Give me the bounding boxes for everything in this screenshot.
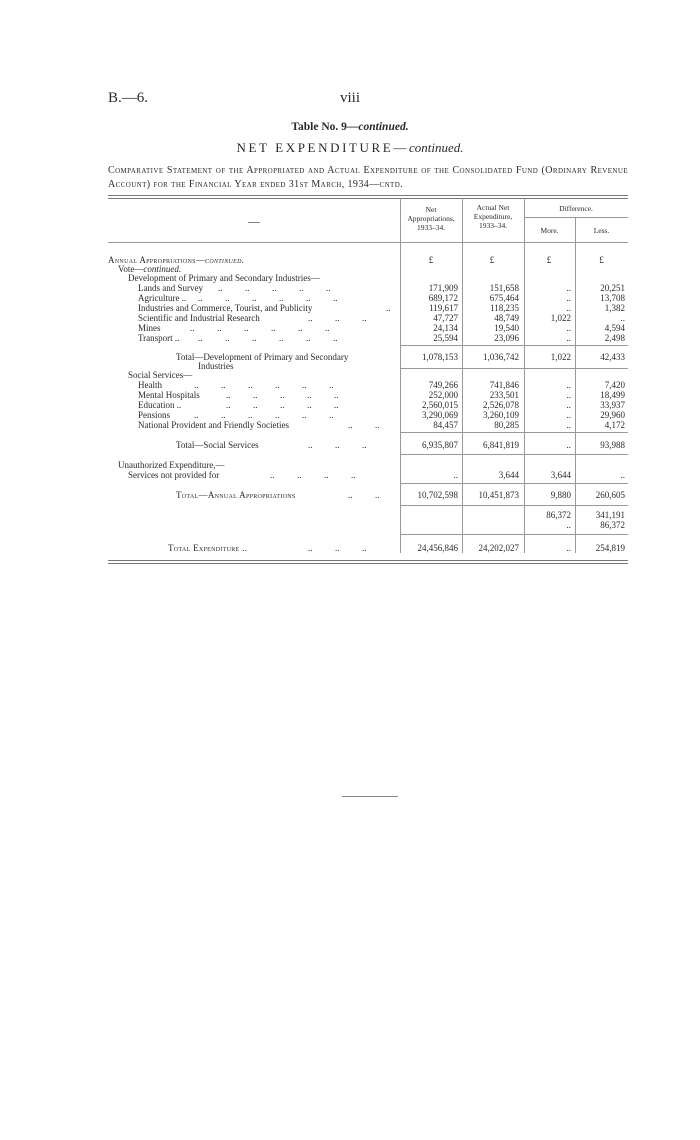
leader-dots: .. .. .. bbox=[308, 440, 367, 450]
cell-net: .. bbox=[453, 470, 458, 480]
cell-net: 24,134 bbox=[433, 323, 458, 333]
page-number: viii bbox=[339, 90, 360, 106]
table-row bbox=[0, 420, 700, 431]
cell-actual: 80,285 bbox=[494, 420, 519, 430]
cell-more: 9,880 bbox=[550, 490, 571, 500]
cell-more: .. bbox=[566, 410, 571, 420]
subtotal-rule bbox=[400, 368, 628, 369]
cell-less: .. bbox=[620, 470, 625, 480]
row-label: Transport .. bbox=[138, 333, 180, 343]
leader-dots: .. .. .. bbox=[308, 543, 367, 553]
top-rule-1 bbox=[108, 195, 628, 196]
cell-less: .. bbox=[620, 313, 625, 323]
cell-net: 10,702,598 bbox=[417, 490, 458, 500]
leader-dots: .. .. .. .. bbox=[270, 470, 356, 480]
row-label-text: Annual Appropriations— bbox=[108, 255, 206, 265]
leader-dots: .. .. bbox=[348, 420, 380, 430]
row-label: Mental Hospitals bbox=[138, 390, 200, 400]
row-label: Industries bbox=[198, 361, 234, 371]
cell-more: .. bbox=[566, 333, 571, 343]
label-column-dash: — bbox=[248, 214, 260, 228]
cell-less: 1,382 bbox=[604, 303, 625, 313]
leader-dots: .. .. .. bbox=[308, 313, 367, 323]
cell-less: 341,191 bbox=[595, 510, 625, 520]
bottom-rule-2 bbox=[108, 563, 628, 564]
cell-net: 6,935,807 bbox=[422, 440, 458, 450]
cell-actual: 151,658 bbox=[489, 283, 519, 293]
table-row bbox=[0, 333, 700, 344]
cell-more: .. bbox=[566, 440, 571, 450]
row-label-text: Vote— bbox=[118, 264, 144, 274]
row-label: Industries and Commerce, Tourist, and Publicity bbox=[138, 303, 313, 313]
cell-more: .. bbox=[566, 293, 571, 303]
row-label: National Provident and Friendly Societies bbox=[138, 420, 289, 430]
subtotal-rule bbox=[400, 432, 628, 433]
row-label: Lands and Survey bbox=[138, 283, 203, 293]
cell-less: 20,251 bbox=[600, 283, 625, 293]
subtotal-rule bbox=[400, 483, 628, 484]
header-more: More. bbox=[540, 226, 559, 235]
cell-net: 119,617 bbox=[429, 303, 458, 313]
cell-less: 86,372 bbox=[600, 520, 625, 530]
leader-dots: .. .. .. .. .. bbox=[226, 390, 339, 400]
table-row-total-annual bbox=[0, 490, 700, 501]
cell-more: .. bbox=[566, 543, 571, 553]
cell-net: 84,457 bbox=[433, 420, 458, 430]
row-label: Services not provided for bbox=[128, 470, 220, 480]
header-actual-line2: Expenditure, bbox=[473, 212, 513, 221]
header-bottom-rule bbox=[108, 242, 628, 243]
cell-less: 93,988 bbox=[600, 440, 625, 450]
row-label: Total—Development of Primary and Secondary bbox=[176, 352, 349, 362]
leader-dots: .. .. .. .. .. .. bbox=[198, 333, 338, 343]
header-actual-net bbox=[462, 203, 524, 230]
header-net-appropriations bbox=[400, 205, 462, 232]
cell-less: 18,499 bbox=[600, 390, 625, 400]
unit-c2: £ bbox=[489, 255, 495, 265]
cell-less: 254,819 bbox=[595, 543, 625, 553]
cell-actual: 48,749 bbox=[494, 313, 519, 323]
row-label: Total—Annual Appropriations bbox=[176, 490, 296, 500]
header-difference: Difference. bbox=[559, 204, 593, 213]
cell-net: 252,000 bbox=[428, 390, 458, 400]
cell-more: .. bbox=[566, 303, 571, 313]
cell-less: 2,498 bbox=[604, 333, 625, 343]
cell-net: 47,727 bbox=[433, 313, 458, 323]
cell-net: 171,909 bbox=[428, 283, 458, 293]
leader-dots: .. .. .. .. .. bbox=[226, 400, 339, 410]
subtotal-rule bbox=[400, 345, 628, 346]
page-reference: B.—6. bbox=[108, 90, 149, 106]
table-row-total-social bbox=[0, 440, 700, 451]
cell-less: 4,172 bbox=[604, 420, 625, 430]
leader-dots: .. .. .. .. .. bbox=[218, 283, 331, 293]
row-label: Total—Social Services bbox=[176, 440, 259, 450]
table-number bbox=[0, 121, 700, 133]
header-actual-line3: 1933–34. bbox=[478, 221, 508, 230]
cell-less: 4,594 bbox=[604, 323, 625, 333]
row-label-suffix: continued. bbox=[205, 255, 245, 265]
row-label: Social Services— bbox=[128, 370, 193, 380]
cell-more: 86,372 bbox=[546, 510, 571, 520]
row-label: Total Expenditure .. bbox=[168, 543, 248, 553]
table-title-text: NET EXPENDITURE— bbox=[236, 140, 409, 155]
header-net-line2: Appropriations, bbox=[407, 214, 455, 223]
row-label: Mines bbox=[138, 323, 161, 333]
table-row bbox=[0, 470, 700, 481]
cell-net: 24,456,846 bbox=[417, 543, 458, 553]
cell-actual: 2,526,078 bbox=[483, 400, 519, 410]
cell-more: 1,022 bbox=[550, 352, 571, 362]
subtotal-rule bbox=[400, 454, 628, 455]
cell-actual: 6,841,819 bbox=[483, 440, 519, 450]
row-label-suffix: continued. bbox=[143, 264, 182, 274]
leader-dots: .. .. bbox=[348, 490, 380, 500]
bottom-rule-1 bbox=[108, 560, 628, 561]
cell-actual: 24,202,027 bbox=[478, 543, 519, 553]
cell-less: 260,605 bbox=[595, 490, 625, 500]
cell-more: .. bbox=[566, 520, 571, 530]
cell-actual: 19,540 bbox=[494, 323, 519, 333]
row-label: Pensions bbox=[138, 410, 171, 420]
cell-less: 33,937 bbox=[600, 400, 625, 410]
cell-net: 689,172 bbox=[428, 293, 458, 303]
top-rule-2 bbox=[108, 198, 628, 199]
row-label: Development of Primary and Secondary Industries— bbox=[128, 273, 320, 283]
row-label: Unauthorized Expenditure,— bbox=[118, 460, 225, 470]
leader-dots: .. .. .. .. .. .. bbox=[198, 293, 338, 303]
cell-more: 3,644 bbox=[550, 470, 571, 480]
cell-actual: 23,096 bbox=[494, 333, 519, 343]
cell-more: 1,022 bbox=[550, 313, 571, 323]
header-less: Less. bbox=[593, 226, 610, 235]
cell-net: 25,594 bbox=[433, 333, 458, 343]
cell-more: .. bbox=[566, 283, 571, 293]
difference-underline bbox=[524, 217, 628, 218]
unit-c1: £ bbox=[428, 255, 434, 265]
cell-net: 3,290,069 bbox=[422, 410, 458, 420]
cell-more: .. bbox=[566, 390, 571, 400]
cell-net: 2,560,015 bbox=[422, 400, 458, 410]
row-label: Health bbox=[138, 380, 162, 390]
cell-actual: 1,036,742 bbox=[483, 352, 519, 362]
header-net-line3: 1933–34. bbox=[416, 223, 446, 232]
cell-actual: 3,644 bbox=[498, 470, 519, 480]
leader-dots: .. .. .. .. .. .. bbox=[194, 380, 334, 390]
cell-more: .. bbox=[566, 323, 571, 333]
row-label: Agriculture .. bbox=[138, 293, 187, 303]
row-label: Education .. bbox=[138, 400, 182, 410]
cell-actual: 233,501 bbox=[489, 390, 519, 400]
cell-actual: 10,451,873 bbox=[478, 490, 519, 500]
cell-actual: 741,846 bbox=[489, 380, 519, 390]
header-net-line1: Net bbox=[425, 205, 437, 214]
table-number-suffix: continued. bbox=[358, 121, 409, 133]
cell-less: 42,433 bbox=[600, 352, 625, 362]
row-label: Scientific and Industrial Research bbox=[138, 313, 260, 323]
leader-dots: .. .. .. .. .. .. bbox=[190, 323, 330, 333]
subtotal-rule bbox=[400, 505, 628, 506]
cell-actual: 675,464 bbox=[489, 293, 519, 303]
table-title bbox=[0, 140, 700, 156]
cell-more: .. bbox=[566, 380, 571, 390]
cell-net: 749,266 bbox=[428, 380, 458, 390]
cell-more: .. bbox=[566, 400, 571, 410]
table-caption: Comparative Statement of the Appropriated and Actual Expenditure of the Consolidated Fund (Ordinary Revenue Account) for the Financial Year ended 31st March, 1934—cntd. bbox=[108, 165, 628, 190]
subtotal-rule bbox=[400, 534, 628, 535]
unit-c3: £ bbox=[546, 255, 552, 265]
table-title-suffix: continued. bbox=[408, 140, 464, 155]
leader-dots: .. .. .. .. .. .. bbox=[194, 410, 334, 420]
cell-less: 13,708 bbox=[600, 293, 625, 303]
cell-less: 29,960 bbox=[600, 410, 625, 420]
header-actual-line1: Actual Net bbox=[476, 203, 510, 212]
cell-actual: 118,235 bbox=[490, 303, 519, 313]
cell-less: 7,420 bbox=[604, 380, 625, 390]
cell-net: 1,078,153 bbox=[422, 352, 458, 362]
end-ornament-rule bbox=[342, 796, 398, 797]
cell-actual: 3,260,109 bbox=[483, 410, 519, 420]
leader-dots: .. bbox=[386, 303, 391, 313]
cell-more: .. bbox=[566, 420, 571, 430]
unit-c4: £ bbox=[599, 255, 604, 265]
table-row-offset bbox=[0, 520, 700, 531]
table-row-total-exp bbox=[0, 543, 700, 554]
table-number-text: Table No. 9— bbox=[291, 121, 359, 133]
